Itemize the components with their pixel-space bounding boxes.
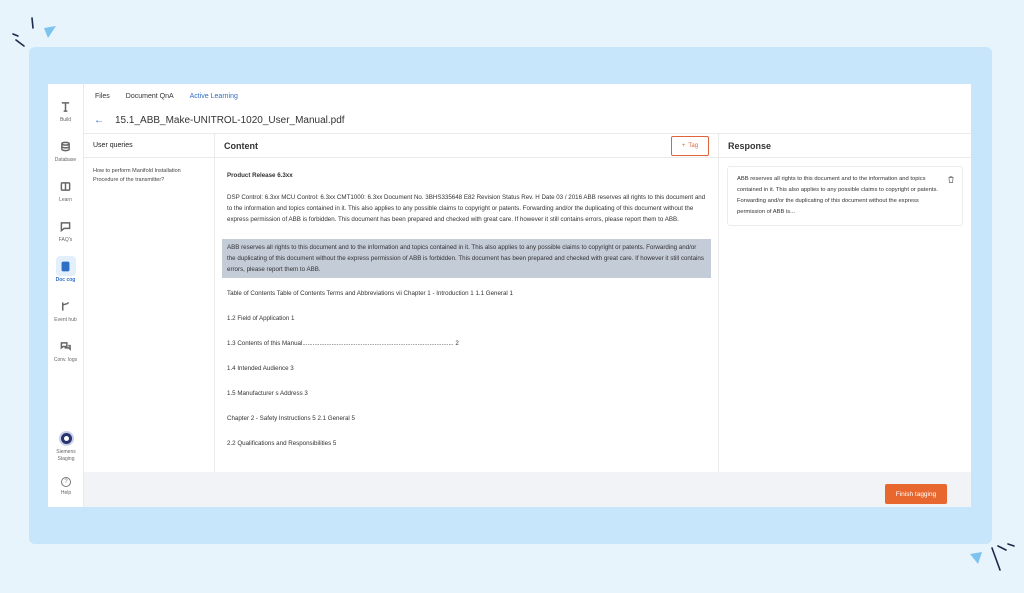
- sidebar-bottom: [48, 431, 84, 497]
- help-button[interactable]: [61, 477, 71, 497]
- content-line: 2.2 Qualifications and Responsibilities 5: [227, 440, 337, 447]
- highlighted-selection[interactable]: ABB reserves all rights to this document and to the information and topics contained in it. This also applies to any possible claims to copyright or patents. Forwarding and/or the duplicating of this document without the express permission of ABB is forbidden. This document has been prepared and checked with great care. If however it still contains errors, please report them to ABB.: [222, 239, 711, 278]
- content-line: 1.3 Contents of this Manual........................................................................................ 2: [227, 340, 459, 347]
- tag-button[interactable]: [671, 136, 709, 156]
- sidebar-item-label: Build: [59, 117, 72, 123]
- tag-button-label: Tag: [688, 143, 699, 149]
- footer-bar: [84, 472, 971, 507]
- content-line: Table of Contents Table of Contents Terms and Abbreviations vii Chapter 1 - Introduction 1 1.1 General 1: [227, 290, 513, 297]
- conversation-icon: [56, 336, 76, 356]
- document-content[interactable]: [215, 158, 718, 449]
- queries-column: [84, 134, 215, 472]
- main-panel: [84, 84, 971, 507]
- tab-active-learning[interactable]: Active Learning: [189, 92, 238, 100]
- trash-icon[interactable]: [948, 176, 954, 183]
- branch-icon: [56, 296, 76, 316]
- sparkle-decoration-icon: [10, 14, 60, 50]
- sidebar-item-faqs[interactable]: [49, 216, 83, 243]
- sidebar-item-label: Database: [54, 157, 77, 163]
- book-icon: [56, 176, 76, 196]
- sidebar-item-label: Event hub: [54, 317, 77, 323]
- content-heading: [215, 134, 718, 158]
- response-heading: Response: [719, 134, 971, 158]
- response-card: [727, 166, 963, 226]
- sidebar-item-label: Learn: [59, 197, 72, 203]
- tab-bar: [84, 84, 971, 108]
- response-column: [719, 134, 971, 472]
- columns: [84, 134, 971, 472]
- content-line: 1.2 Field of Application 1: [227, 315, 295, 322]
- sidebar-item-conv-logs[interactable]: [49, 336, 83, 363]
- sidebar-item-doc-cog[interactable]: [49, 256, 83, 283]
- help-label: Help: [60, 490, 72, 496]
- back-arrow-icon[interactable]: ←: [94, 115, 104, 126]
- sidebar-item-event-hub[interactable]: [49, 296, 83, 323]
- sidebar: [48, 84, 84, 507]
- content-heading-label: Content: [224, 140, 258, 151]
- help-icon: ?: [61, 477, 71, 487]
- sidebar-item-learn[interactable]: [49, 176, 83, 203]
- workspace-name: Siemens Staging: [56, 449, 76, 462]
- file-title: 15.1_ABB_Make-UNITROL-1020_User_Manual.pdf: [115, 115, 345, 126]
- release-heading: Product Release 6.3xx: [227, 172, 293, 179]
- queries-heading: User queries: [84, 134, 214, 158]
- document-icon: [56, 256, 76, 276]
- sidebar-item-label: Conv. logs: [53, 357, 78, 363]
- file-header: [84, 108, 971, 134]
- text-icon: [56, 96, 76, 116]
- content-line: Chapter 2 - Safety Instructions 5 2.1 General 5: [227, 415, 355, 422]
- content-line: 1.4 Intended Audience 3: [227, 365, 294, 372]
- workspace-avatar[interactable]: [59, 431, 74, 446]
- database-icon: [56, 136, 76, 156]
- plus-icon: +: [681, 143, 686, 149]
- sidebar-item-label: FAQ's: [58, 237, 73, 243]
- sidebar-item-database[interactable]: [49, 136, 83, 163]
- chat-icon: [56, 216, 76, 236]
- content-line: 1.5 Manufacturer s Address 3: [227, 390, 308, 397]
- sidebar-item-build[interactable]: [49, 96, 83, 123]
- tab-files[interactable]: Files: [95, 92, 110, 100]
- sparkle-decoration-icon: [968, 540, 1018, 576]
- query-item[interactable]: How to perform Manifold Installation Procedure of the transmitter?: [93, 168, 181, 183]
- response-text: ABB reserves all rights to this document and to the information and topics contained in it. This also applies to any possible claims to copyright or patents. Forwarding and/or the duplicating of this document without the express permission of ABB is...: [737, 176, 938, 215]
- finish-tagging-button[interactable]: Finish tagging: [885, 484, 947, 504]
- tab-document-qna[interactable]: Document QnA: [125, 92, 174, 100]
- sidebar-item-label: Doc cog: [55, 277, 76, 283]
- content-column: [215, 134, 719, 472]
- content-paragraph: DSP Control: 6.3xx MCU Control: 6.3xx CMT1000: 6.3xx Document No. 3BHS335648 E82 Revision Status Rev. H Date 03 / 2016 ABB reserves all rights to this document and to the information and topics contained in it. This also applies to any possible claims to copyright or patents. Forwarding and/or the duplicating of this document without the express permission of ABB is forbidden. This document has been prepared and checked with great care. If however it still contains errors, please report them to ABB.: [227, 194, 706, 223]
- app-window: [48, 84, 971, 507]
